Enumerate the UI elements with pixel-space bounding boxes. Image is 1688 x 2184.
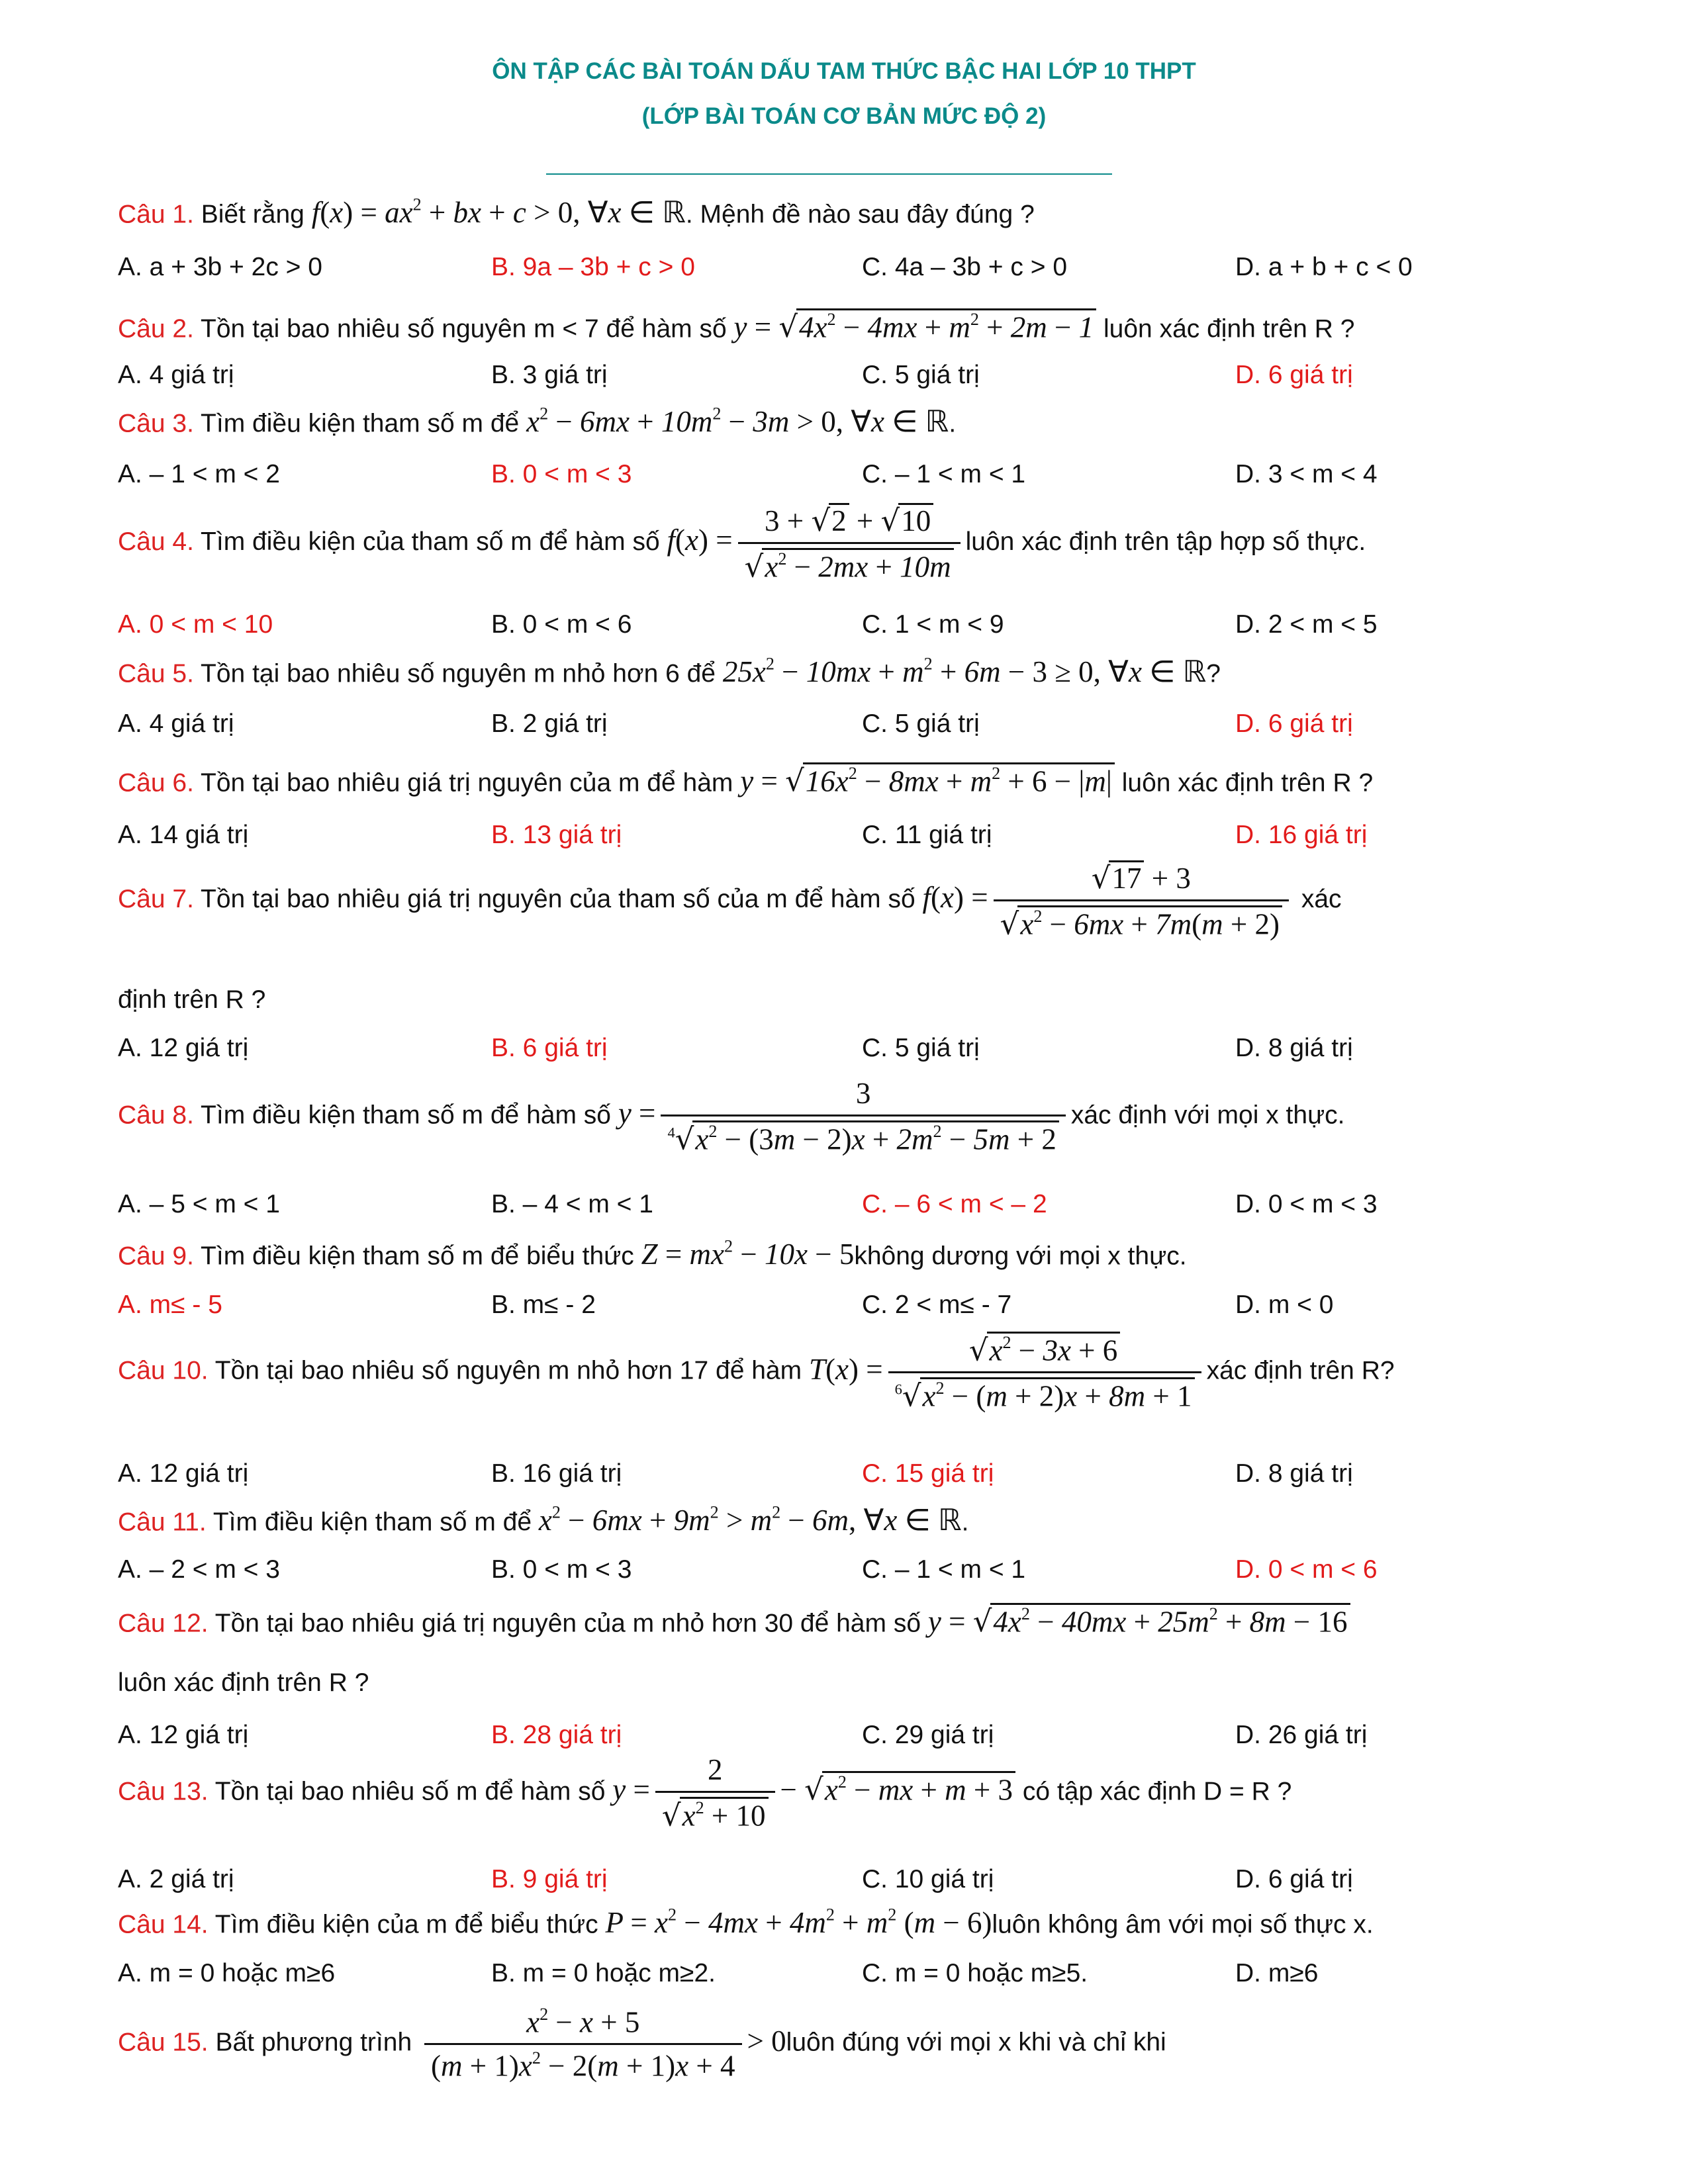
option-c[interactable]: C. 5 giá trị [862, 709, 980, 738]
option-a[interactable]: A. m≤ - 5 [118, 1291, 222, 1319]
option-d[interactable]: D. 6 giá trị [1235, 709, 1353, 738]
question-text: Tồn tại bao nhiêu giá trị nguyên của tham số của m để hàm số [193, 884, 923, 913]
question-math: T(x) = $\frac{√x^2 - 3x + 6}{^6√x^2 - (m + 2)x + 8m + 1}$ [809, 1353, 1207, 1386]
question-label: Câu 3. [118, 409, 194, 438]
question-math: y = $\frac{2}{√x^2 + 10}$ − $√x^2$ − mx + m + 3 [612, 1773, 1015, 1806]
question-math: $f(x) = ax^2$ + bx + c > 0, ∀x ∈ ℝ [311, 195, 686, 230]
question-math: $x^2 - 6mx + 10m^2 - 3m > 0$, ∀x ∈ ℝ [526, 404, 949, 439]
question-13 [118, 1754, 1291, 1832]
question-label: Câu 6. [118, 768, 194, 797]
question-text: Tìm điều kiện tham số m để biểu thức [193, 1242, 641, 1271]
option-c[interactable]: C. – 1 < m < 1 [862, 1555, 1026, 1584]
question-math: $25x^2 - 10mx + m^2 + 6m - 3 \ge 0$, ∀x ∈ ℝ [722, 655, 1207, 689]
option-d[interactable]: D. 16 giá trị [1235, 821, 1368, 849]
question-text: Tìm điều kiện của m để biểu thức [208, 1910, 606, 1939]
option-a[interactable]: A. 2 giá trị [118, 1865, 234, 1893]
question-text: Tìm điều kiện tham số m để [206, 1508, 539, 1537]
option-a[interactable]: A. 12 giá trị [118, 1034, 249, 1062]
question-text: Bất phương trình [208, 2028, 419, 2057]
question-tail: luôn đúng với mọi x khi và chỉ khi [786, 2028, 1166, 2057]
question-label: Câu 2. [118, 314, 194, 343]
option-d[interactable]: D. 6 giá trị [1235, 361, 1353, 389]
option-b[interactable]: B. 2 giá trị [491, 709, 608, 738]
question-7 [118, 860, 1342, 940]
question-label: Câu 14. [118, 1910, 209, 1939]
option-c[interactable]: C. 10 giá trị [862, 1865, 994, 1893]
page-title: ÔN TẬP CÁC BÀI TOÁN DẤU TAM THỨC BẬC HAI LỚP 10 THPT [492, 58, 1196, 84]
option-a[interactable]: A. 0 < m < 10 [118, 610, 273, 639]
question-label: Câu 13. [118, 1777, 209, 1806]
question-math: f(x) = $\frac{3 + √2 + √10}{√x^2 - 2mx + 10m}$ [667, 523, 966, 557]
question-text: Tìm điều kiện tham số m để hàm số [193, 1101, 618, 1130]
question-math: $y = √4x^2 - 40mx + 25m^2 + 8m - 16$ [928, 1605, 1350, 1638]
question-label: Câu 4. [118, 527, 194, 556]
question-label: Câu 12. [118, 1609, 209, 1638]
option-d[interactable]: D. 3 < m < 4 [1235, 460, 1378, 488]
option-a[interactable]: A. 14 giá trị [118, 821, 249, 849]
option-c[interactable]: C. 4a – 3b + c > 0 [862, 253, 1068, 281]
option-b[interactable]: B. 9a – 3b + c > 0 [491, 253, 695, 281]
question-label: Câu 5. [118, 659, 194, 688]
question-6 [118, 762, 1373, 798]
option-c[interactable]: C. 2 < m≤ - 7 [862, 1291, 1012, 1319]
question-math: y = $\frac{3}{^4√x^2 - (3m - 2)x + 2m^2 - 5m + 2}$ [618, 1097, 1071, 1130]
question-math: $P = x^2 - 4mx + 4m^2 + m^2$ (m − 6) [605, 1905, 992, 1940]
question-1 [118, 196, 1035, 230]
option-a[interactable]: A. – 2 < m < 3 [118, 1555, 280, 1584]
option-c[interactable]: C. 5 giá trị [862, 361, 980, 389]
option-d[interactable]: D. 0 < m < 6 [1235, 1555, 1378, 1584]
question-tail: luôn không âm với mọi số thực x. [992, 1910, 1374, 1939]
question-tail: luôn xác định trên tập hợp số thực. [965, 527, 1366, 556]
option-c[interactable]: C. 1 < m < 9 [862, 610, 1004, 639]
option-d[interactable]: D. m < 0 [1235, 1291, 1334, 1319]
question-math: $y = √4x^2 - 4mx + m^2 + 2m - 1$ [733, 310, 1096, 343]
question-label: Câu 1. [118, 200, 194, 229]
option-d[interactable]: D. a + b + c < 0 [1235, 253, 1413, 281]
question-tail: . [961, 1508, 969, 1537]
question-5 [118, 655, 1221, 689]
question-4 [118, 503, 1366, 583]
question-math: $Z = mx^2 - 10x - 5$ [641, 1237, 855, 1271]
option-b[interactable]: B. m = 0 hoặc m≥2. [491, 1959, 716, 1987]
question-tail: có tập xác định D = R ? [1015, 1777, 1292, 1806]
option-b[interactable]: B. 16 giá trị [491, 1459, 622, 1488]
question-label: Câu 11. [118, 1508, 207, 1537]
option-a[interactable]: A. a + 3b + 2c > 0 [118, 253, 322, 281]
question-tail: luôn xác định trên R ? [1096, 314, 1355, 343]
option-a[interactable]: A. 12 giá trị [118, 1459, 249, 1488]
option-b[interactable]: B. 9 giá trị [491, 1865, 608, 1893]
option-a[interactable]: A. – 1 < m < 2 [118, 460, 280, 488]
question-12 [118, 1603, 1350, 1639]
option-d[interactable]: D. 26 giá trị [1235, 1721, 1368, 1749]
option-b[interactable]: B. 3 giá trị [491, 361, 608, 389]
option-d[interactable]: D. 8 giá trị [1235, 1034, 1353, 1062]
question-tail: luôn xác định trên R ? [1114, 768, 1374, 797]
question-tail: không dương với mọi x thực. [854, 1242, 1187, 1271]
question-text: Tồn tại bao nhiêu số nguyên m nhỏ hơn 6 để [193, 659, 723, 688]
option-b[interactable]: B. 0 < m < 3 [491, 460, 632, 488]
option-c[interactable]: C. 5 giá trị [862, 1034, 980, 1062]
page-subtitle: (LỚP BÀI TOÁN CƠ BẢN MỨC ĐỘ 2) [641, 103, 1047, 129]
question-text: Tồn tại bao nhiêu số nguyên m nhỏ hơn 17 để hàm [208, 1356, 809, 1385]
option-a[interactable]: A. 4 giá trị [118, 709, 234, 738]
option-d[interactable]: D. 0 < m < 3 [1235, 1190, 1378, 1218]
option-c[interactable]: C. m = 0 hoặc m≥5. [862, 1959, 1088, 1987]
question-label: Câu 10. [118, 1356, 209, 1385]
question-tail: . [949, 409, 957, 438]
option-c[interactable]: C. – 6 < m < – 2 [862, 1190, 1047, 1218]
option-a[interactable]: A. m = 0 hoặc m≥6 [118, 1959, 336, 1987]
question-tail: xác [1294, 884, 1342, 913]
question-2 [118, 308, 1354, 344]
question-text: Tồn tại bao nhiêu số nguyên m < 7 để hàm số [193, 314, 734, 343]
question-text: Biết rằng [193, 200, 312, 229]
question-math: $x^2 - 6mx + 9m^2 > m^2 - 6m$, ∀x ∈ ℝ [538, 1503, 962, 1537]
option-b[interactable]: B. m≤ - 2 [491, 1291, 596, 1319]
question-7-continued: định trên R ? [118, 985, 266, 1014]
question-math: f(x) = $\frac{√17 + 3}{√x^2 - 6mx + 7m(m + 2)}$ [923, 881, 1294, 914]
option-a[interactable]: A. 12 giá trị [118, 1721, 249, 1749]
question-math: $\frac{x^2 - x + 5}{(m + 1)x^2 - 2(m + 1)x + 4}$ > 0 [419, 2025, 786, 2058]
question-label: Câu 8. [118, 1101, 194, 1130]
question-12-continued: luôn xác định trên R ? [118, 1668, 369, 1697]
question-text: Tìm điều kiện của tham số m để hàm số [193, 527, 667, 556]
option-a[interactable]: A. 4 giá trị [118, 361, 234, 389]
question-tail: ? [1206, 659, 1221, 688]
question-label: Câu 15. [118, 2028, 209, 2057]
question-tail: xác định với mọi x thực. [1070, 1101, 1345, 1130]
option-d[interactable]: D. 2 < m < 5 [1235, 610, 1378, 639]
question-tail: xác định trên R? [1206, 1356, 1395, 1385]
question-math: $y = √16x^2 - 8mx + m^2 + 6 - |m|$ [740, 764, 1115, 797]
question-label: Câu 9. [118, 1242, 194, 1271]
title-divider [546, 173, 1112, 175]
option-b[interactable]: B. – 4 < m < 1 [491, 1190, 653, 1218]
question-tail: . Mệnh đề nào sau đây đúng ? [685, 200, 1035, 229]
question-label: Câu 7. [118, 884, 194, 913]
option-a[interactable]: A. – 5 < m < 1 [118, 1190, 280, 1218]
question-text: Tồn tại bao nhiêu giá trị nguyên của m để hàm [193, 768, 741, 797]
option-b[interactable]: B. 28 giá trị [491, 1721, 622, 1749]
option-c[interactable]: C. 15 giá trị [862, 1459, 994, 1488]
option-b[interactable]: B. 0 < m < 3 [491, 1555, 632, 1584]
question-10 [118, 1332, 1395, 1413]
question-14 [118, 1906, 1374, 1940]
option-c[interactable]: C. 11 giá trị [862, 821, 992, 849]
question-text: Tìm điều kiện tham số m để [193, 409, 527, 438]
question-text: Tồn tại bao nhiêu số m để hàm số [208, 1777, 613, 1806]
question-11 [118, 1504, 969, 1537]
option-d[interactable]: D. 6 giá trị [1235, 1865, 1353, 1893]
question-text: Tồn tại bao nhiêu giá trị nguyên của m nhỏ hơn 30 để hàm số [208, 1609, 928, 1638]
question-9 [118, 1238, 1187, 1271]
question-8 [118, 1077, 1345, 1156]
question-3 [118, 405, 956, 439]
option-b[interactable]: B. 6 giá trị [491, 1034, 608, 1062]
option-d[interactable]: D. 8 giá trị [1235, 1459, 1353, 1488]
option-b[interactable]: B. 13 giá trị [491, 821, 622, 849]
option-d[interactable]: D. m≥6 [1235, 1959, 1319, 1987]
option-c[interactable]: C. 29 giá trị [862, 1721, 994, 1749]
option-b[interactable]: B. 0 < m < 6 [491, 610, 632, 639]
question-15 [118, 2005, 1166, 2083]
option-c[interactable]: C. – 1 < m < 1 [862, 460, 1026, 488]
